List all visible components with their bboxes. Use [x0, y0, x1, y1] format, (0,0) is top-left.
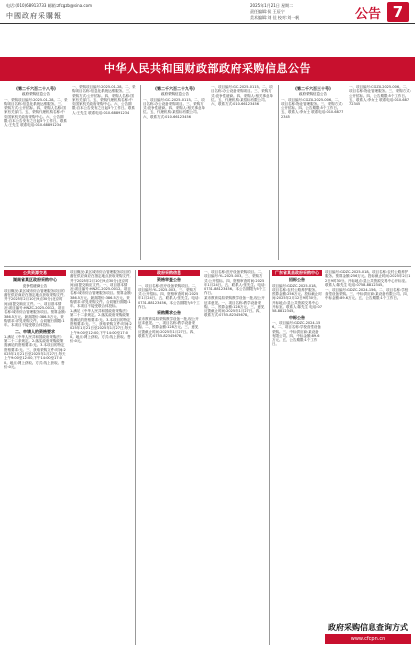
- notice-body: 一、项目编号:CGZX-2025-006。二、项目名称:物业管理服务。三、采购方式:公开招标。四、公告期限:5个工作日。五、联系人:李女士 联系电话:010-68772345: [349, 85, 411, 107]
- announcement-banner: 中华人民共和国财政部政府采购信息公告: [0, 57, 415, 81]
- page-number-badge: 7: [387, 2, 409, 22]
- top-column-5: [281, 85, 345, 260]
- notice-body: 项目编号:GDZC-2025-018。项目名称:农村公路养护服务。预算金额:256万元。投标截止时间:2025年2月12日9时30分。开标地点:县公共资源交易中心开标室。联系人:陈先生 电话:0758-8812345。: [272, 283, 322, 314]
- masthead-date: 2025年1月21日 星期二: [250, 3, 294, 8]
- lower-column-6: [325, 270, 411, 618]
- notice-body: 一、项目编号:GC-2025-0115。二、项目名称:办公设备采购项目。三、采购方式:竞争性磋商。四、采购人:相关事业单位。五、代理机构:某招标有限公司。六、联系方式:010-66123456: [211, 85, 273, 107]
- lower-column-5: [272, 270, 322, 645]
- top-column-2: [72, 85, 136, 260]
- section-heading: 公共资源交易: [4, 270, 66, 276]
- notice-subtitle: 政府采购信息公告: [161, 92, 189, 97]
- notice-title: 采购需求公告: [157, 310, 181, 316]
- notice-body: 一、项目编号:GDZC-2024-156。二、项目名称:学校食堂设备采购。三、中标供应商:某设备有限公司。四、中标金额:89.6万元。五、公告期限:1个工作日。: [272, 320, 321, 347]
- section-heading: 广东省某县政府采购中心: [272, 270, 322, 276]
- notice-title: 二、申请人的资格要求: [15, 328, 55, 334]
- lower-column-2: [70, 270, 132, 645]
- notice-subtitle: 竞争性磋商公告: [22, 283, 48, 288]
- lower-column-1: [4, 270, 66, 645]
- top-column-4: [211, 85, 275, 260]
- notice-title: (第二千六百二十八号): [16, 86, 56, 91]
- notice-body: 一、项目编号:GC-2025-0115。二、项目名称:办公设备采购项目。三、采购方式:竞争性磋商。四、采购人:相关事业单位。五、代理机构:某招标有限公司。六、联系方式:010-66123456: [143, 97, 205, 119]
- notice-body: 一、项目编号:CGZX-2025-006。二、项目名称:物业管理服务。三、采购方式:公开招标。四、公告期限:5个工作日。五、联系人:李女士 联系电话:010-68772345: [281, 97, 344, 119]
- masthead: [0, 0, 415, 24]
- notice-body: 一、项目编号:GDZC-2024-156。二、项目名称:学校食堂设备采购。三、中标供应商:某设备有限公司。四、中标金额:89.6万元。五、公告期限:1个工作日。: [325, 287, 411, 301]
- notice-body: 项目概况:某区城市综合管理服务项目的潜在供应商应在指定地点获取采购文件,并于2025年2月10日9点30分(北京时间)前提交响应文件。一、项目基本情况:项目编号:HNZC-2025-0012。项目名称:城市综合管理服务项目。预算金额:386.5万元。最高限价:386.5万元。采购需求:详见采购文件。合同履行期限:1年。本项目不接受联合体投标。: [4, 288, 66, 328]
- notice-body: 1.满足《中华人民共和国政府采购法》第二十二条规定。2.落实政府采购政策需满足的资格要求:无。3.本项目的特定资格要求:无。三、获取采购文件:时间:2025年1月21日至2025年1月27日,每天上午9:00至12:00,下午14:00至17:00。地点:网上获取。方式:线上获取。售价:0元。: [70, 309, 132, 344]
- footer-url[interactable]: www.cfcpn.cn: [325, 634, 411, 644]
- column-divider: [135, 270, 136, 645]
- notice-body: 项目编号:GDZC-2025-018。项目名称:农村公路养护服务。预算金额:256万元。投标截止时间:2025年2月12日9时30分。开标地点:县公共资源交易中心开标室。联系人:陈先生 电话:0758-8812345。: [325, 270, 411, 287]
- masthead-editor: 责任编辑:侯 王辰宁: [250, 9, 285, 14]
- notice-body: 一、项目名称:医疗设备采购项目。二、项目编号:YL-2025-003。三、采购方式:公开招标。四、资格审查时间:2025年1月24日。五、联系人:张先生。电话:0731-88123456。本公告期限为5个工作日。: [138, 283, 200, 310]
- masthead-contact: 电话:(010)68913733 邮箱:zfcgzb@sina.com: [6, 3, 92, 8]
- notice-title: 湖南省某区政府采购中心: [13, 277, 57, 283]
- notice-title: (第二千六百三十号): [295, 86, 331, 91]
- notice-title: 招标公告: [289, 277, 305, 283]
- lower-column-3: [138, 270, 200, 645]
- column-divider: [269, 270, 270, 645]
- notice-body: 某市教育局拟采购教学设备一批,现公开征求意见。一、项目名称:教学设备采购。二、预算金额:128万元。三、意见反馈截止时间:2025年1月27日。四、联系方式:0755-82345678。: [204, 296, 265, 318]
- masthead-brand: 中國政府采購報: [6, 12, 62, 20]
- notice-subtitle: 政府采购信息公告: [299, 92, 327, 97]
- notice-body: 一、采购项目编号:2025-01-28。二、采购项目名称:信息化系统运维服务。三、采购方式:公开招标。四、采购人名称:国家有关部门。五、采购代理机构名称:中央国家机关政府采购中心。六、公告期限:自本公告发布之日起5个工作日。联系人:王先生 联系电话:010-68891234: [72, 85, 136, 115]
- column-divider: [140, 85, 141, 260]
- notice-subtitle: 政府采购信息公告: [22, 92, 50, 97]
- top-column-6: [349, 85, 411, 260]
- notice-body: 1.满足《中华人民共和国政府采购法》第二十二条规定。2.落实政府采购政策需满足的资格要求:无。3.本项目的特定资格要求:无。三、获取采购文件:时间:2025年1月21日至2025年1月27日,每天上午9:00至12:00,下午14:00至17:00。地点:网上获取。方式:线上获取。售价:0元。: [4, 334, 66, 369]
- top-column-1: [4, 85, 68, 260]
- footer-title: 政府采购信息查询方式: [328, 622, 408, 632]
- notice-body: 某市教育局拟采购教学设备一批,现公开征求意见。一、项目名称:教学设备采购。二、预算金额:128万元。三、意见反馈截止时间:2025年1月27日。四、联系方式:0755-82345678。: [138, 316, 199, 338]
- notice-title: (第二千六百二十九号): [155, 86, 195, 91]
- masthead-designer: 美术编辑:刘 佳 校对:刘一帆: [250, 15, 300, 20]
- section-heading: 政府采购信息: [138, 270, 200, 276]
- section-tag: 公告: [354, 7, 381, 22]
- column-divider: [278, 85, 279, 260]
- section-divider: [4, 266, 411, 267]
- notice-body: 项目概况:某区城市综合管理服务项目的潜在供应商应在指定地点获取采购文件,并于2025年2月10日9点30分(北京时间)前提交响应文件。一、项目基本情况:项目编号:HNZC-2025-0012。项目名称:城市综合管理服务项目。预算金额:386.5万元。最高限价:386.5万元。采购需求:详见采购文件。合同履行期限:1年。本项目不接受联合体投标。: [70, 270, 132, 309]
- top-column-3: [143, 85, 207, 260]
- notice-body: 一、项目名称:医疗设备采购项目。二、项目编号:YL-2025-003。三、采购方式:公开招标。四、资格审查时间:2025年1月24日。五、联系人:张先生。电话:0731-88123456。本公告期限为5个工作日。: [204, 270, 266, 296]
- notice-body: 一、采购项目编号:2025-01-28。二、采购项目名称:信息化系统运维服务。三、采购方式:公开招标。四、采购人名称:国家有关部门。五、采购代理机构名称:中央国家机关政府采购中心。六、公告期限:自本公告发布之日起5个工作日。联系人:王先生 联系电话:010-68891234: [4, 97, 68, 128]
- lower-column-4: [204, 270, 266, 645]
- notice-title: 中标公告: [289, 314, 305, 320]
- notice-title: 资格审查公告: [157, 277, 181, 283]
